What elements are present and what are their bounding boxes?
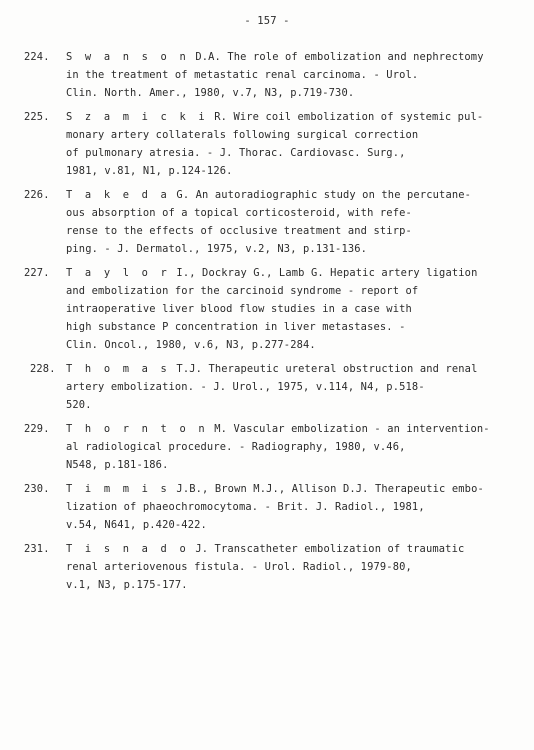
- entry-text: [66, 420, 514, 474]
- entry-line: v.1, N3, p.175-177.: [66, 579, 188, 591]
- entry-line: 520.: [66, 399, 92, 411]
- bibliography-entry: [24, 540, 514, 594]
- entry-number: 228.: [30, 363, 56, 375]
- entry-line: intraoperative liver blood flow studies in a case with: [66, 303, 412, 315]
- author-surname: T a y l o r: [66, 267, 171, 279]
- author-surname: S z a m i c k i: [66, 111, 208, 123]
- entry-text: [66, 480, 514, 534]
- entry-line: and embolization for the carcinoid syndrome - report of: [66, 285, 419, 297]
- entry-line: ping. - J. Dermatol., 1975, v.2, N3, p.131-136.: [66, 243, 368, 255]
- author-surname: T i m m i s: [66, 483, 171, 495]
- entry-first-line: [66, 480, 514, 498]
- entry-number: 225.: [24, 111, 50, 123]
- entry-first-line: [66, 540, 514, 558]
- entry-line: in the treatment of metastatic renal carcinoma. - Urol.: [66, 69, 419, 81]
- entry-first-line: [66, 264, 514, 282]
- entry-line: ous absorption of a topical corticosteroid, with refe-: [66, 207, 412, 219]
- entry-line: Clin. North. Amer., 1980, v.7, N3, p.719-730.: [66, 87, 355, 99]
- entry-number: 229.: [24, 423, 50, 435]
- entry-line: J.B., Brown M.J., Allison D.J. Therapeutic embo-: [170, 483, 484, 495]
- entry-line: rense to the effects of occlusive treatment and stirp-: [66, 225, 412, 237]
- entry-line: lization of phaeochromocytoma. - Brit. J. Radiol., 1981,: [66, 501, 425, 513]
- entry-first-line: [66, 186, 514, 204]
- bibliography-entry: [24, 480, 514, 534]
- entry-text: [66, 540, 514, 594]
- author-surname: T a k e d a: [66, 189, 171, 201]
- entry-line: M. Vascular embolization - an intervention-: [207, 423, 490, 435]
- entry-text: [66, 264, 514, 354]
- entry-text: [66, 48, 514, 102]
- author-surname: T h o r n t o n: [66, 423, 208, 435]
- page-number: - 157 -: [244, 15, 290, 27]
- entry-text: [66, 186, 514, 258]
- entry-number: 226.: [24, 189, 50, 201]
- author-surname: T i s n a d o: [66, 543, 189, 555]
- bibliography-entry: [24, 420, 514, 474]
- entry-number: 224.: [24, 51, 50, 63]
- bibliography-entry: [24, 108, 514, 180]
- entry-line: R. Wire coil embolization of systemic pul-: [207, 111, 484, 123]
- entry-line: G. An autoradiographic study on the percutane-: [170, 189, 472, 201]
- entry-first-line: [66, 360, 514, 378]
- bibliography-entry: [24, 264, 514, 354]
- entry-number: 231.: [24, 543, 50, 555]
- bibliography-entry: [24, 186, 514, 258]
- entry-line: renal arteriovenous fistula. - Urol. Radiol., 1979-80,: [66, 561, 412, 573]
- entry-line: D.A. The role of embolization and nephrectomy: [188, 51, 484, 63]
- entry-line: N548, p.181-186.: [66, 459, 169, 471]
- entry-line: J. Transcatheter embolization of traumatic: [188, 543, 465, 555]
- author-surname: S w a n s o n: [66, 51, 189, 63]
- entry-line: v.54, N641, p.420-422.: [66, 519, 207, 531]
- entry-line: high substance P concentration in liver metastases. -: [66, 321, 406, 333]
- author-surname: T h o m a s: [66, 363, 171, 375]
- bibliography-entry: [24, 360, 514, 414]
- entry-number: 230.: [24, 483, 50, 495]
- bibliography-entry: [24, 48, 514, 102]
- entry-line: al radiological procedure. - Radiography, 1980, v.46,: [66, 441, 406, 453]
- entry-first-line: [66, 420, 514, 438]
- entry-number: 227.: [24, 267, 50, 279]
- entry-line: monary artery collaterals following surgical correction: [66, 129, 419, 141]
- bibliography-list: [24, 48, 514, 600]
- entry-text: [66, 108, 514, 180]
- entry-text: [66, 360, 514, 414]
- entry-line: of pulmonary atresia. - J. Thorac. Cardiovasc. Surg.,: [66, 147, 406, 159]
- entry-line: artery embolization. - J. Urol., 1975, v.114, N4, p.518-: [66, 381, 425, 393]
- entry-line: 1981, v.81, N1, p.124-126.: [66, 165, 233, 177]
- entry-first-line: [66, 108, 514, 126]
- entry-line: T.J. Therapeutic ureteral obstruction and renal: [170, 363, 478, 375]
- entry-first-line: [66, 48, 514, 66]
- entry-line: I., Dockray G., Lamb G. Hepatic artery ligation: [170, 267, 478, 279]
- entry-line: Clin. Oncol., 1980, v.6, N3, p.277-284.: [66, 339, 316, 351]
